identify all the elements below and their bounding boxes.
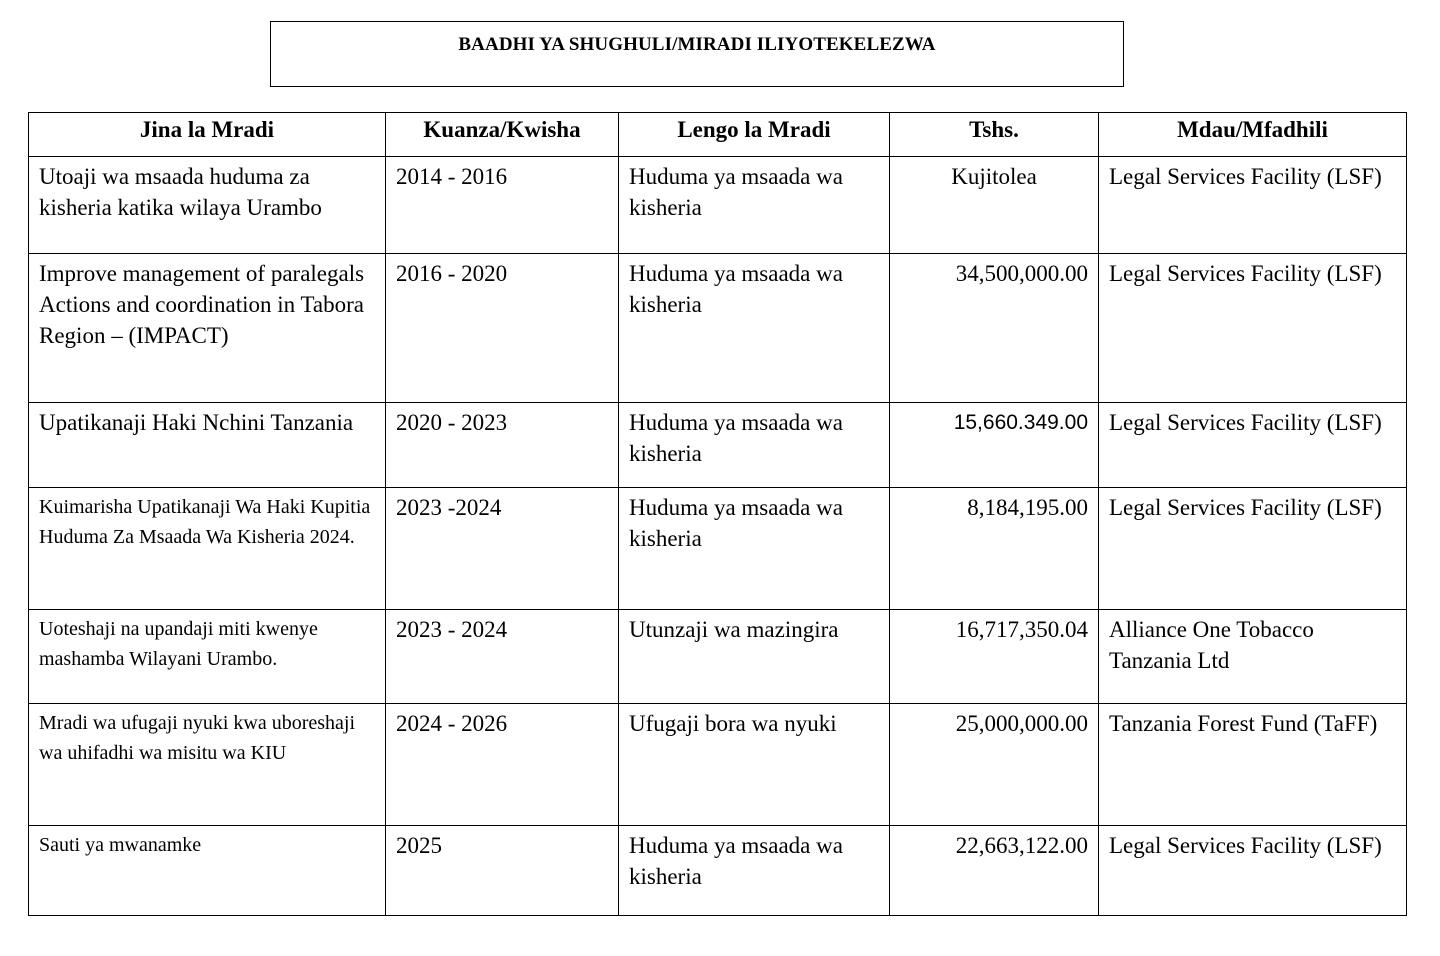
table-row [29,254,1407,403]
table-row [29,157,1407,254]
goal-cell: Utunzaji wa mazingira [619,610,890,704]
amount-cell: 16,717,350.04 [890,610,1099,704]
goal-cell: Huduma ya msaada wa kisheria [619,157,890,254]
goal-cell: Ufugaji bora wa nyuki [619,704,890,826]
title-box [270,21,1124,87]
amount-cell: 15,660.349.00 [890,403,1099,488]
period-cell: 2020 - 2023 [386,403,619,488]
partner-cell: Legal Services Facility (LSF) [1099,488,1407,610]
period-cell: 2025 [386,826,619,916]
project-name-cell: Sauti ya mwanamke [29,826,386,916]
projects-table [28,112,1407,916]
amount-cell: Kujitolea [890,157,1099,254]
project-name-cell: Uoteshaji na upandaji miti kwenye mashamba Wilayani Urambo. [29,610,386,704]
period-cell: 2016 - 2020 [386,254,619,403]
partner-cell: Legal Services Facility (LSF) [1099,403,1407,488]
amount-cell: 8,184,195.00 [890,488,1099,610]
table-header-row [29,113,1407,157]
project-name-cell: Utoaji wa msaada huduma za kisheria katika wilaya Urambo [29,157,386,254]
partner-cell: Alliance One Tobacco Tanzania Ltd [1099,610,1407,704]
partner-cell: Legal Services Facility (LSF) [1099,254,1407,403]
period-cell: 2023 -2024 [386,488,619,610]
table-row [29,704,1407,826]
goal-cell: Huduma ya msaada wa kisheria [619,488,890,610]
header-goal: Lengo la Mradi [619,113,890,157]
table-row [29,488,1407,610]
header-partner: Mdau/Mfadhili [1099,113,1407,157]
goal-cell: Huduma ya msaada wa kisheria [619,254,890,403]
project-name-cell: Improve management of paralegals Actions and coordination in Tabora Region – (IMPACT) [29,254,386,403]
period-cell: 2014 - 2016 [386,157,619,254]
document-title: BAADHI YA SHUGHULI/MIRADI ILIYOTEKELEZWA [458,34,936,55]
table-row [29,826,1407,916]
partner-cell: Tanzania Forest Fund (TaFF) [1099,704,1407,826]
amount-cell: 34,500,000.00 [890,254,1099,403]
project-name-cell: Kuimarisha Upatikanaji Wa Haki Kupitia Huduma Za Msaada Wa Kisheria 2024. [29,488,386,610]
amount-cell: 22,663,122.00 [890,826,1099,916]
header-period: Kuanza/Kwisha [386,113,619,157]
project-name-cell: Mradi wa ufugaji nyuki kwa uboreshaji wa uhifadhi wa misitu wa KIU [29,704,386,826]
goal-cell: Huduma ya msaada wa kisheria [619,826,890,916]
project-name-cell: Upatikanaji Haki Nchini Tanzania [29,403,386,488]
period-cell: 2024 - 2026 [386,704,619,826]
partner-cell: Legal Services Facility (LSF) [1099,157,1407,254]
header-project-name: Jina la Mradi [29,113,386,157]
header-amount: Tshs. [890,113,1099,157]
table-row [29,403,1407,488]
period-cell: 2023 - 2024 [386,610,619,704]
amount-cell: 25,000,000.00 [890,704,1099,826]
table-row [29,610,1407,704]
partner-cell: Legal Services Facility (LSF) [1099,826,1407,916]
goal-cell: Huduma ya msaada wa kisheria [619,403,890,488]
